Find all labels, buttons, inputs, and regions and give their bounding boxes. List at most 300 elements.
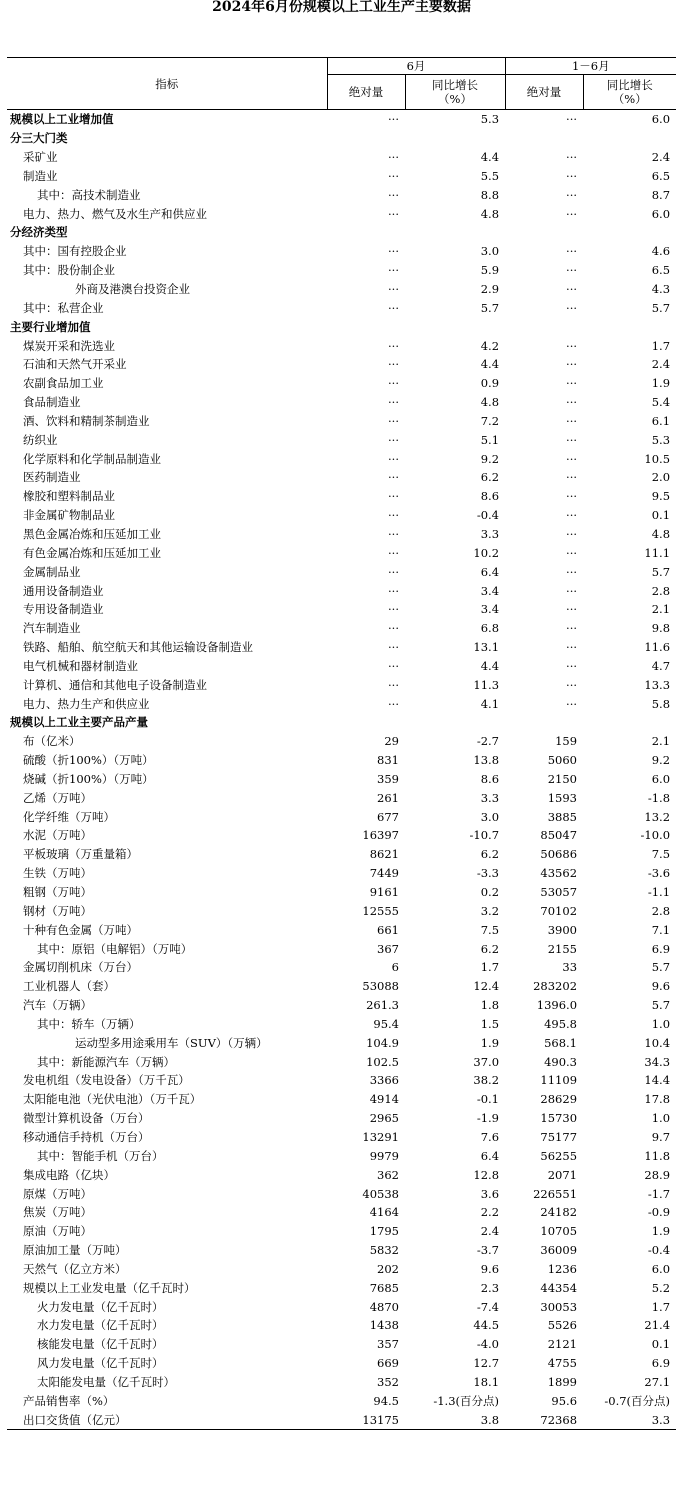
- month-growth-cell: [405, 223, 505, 242]
- month-growth-cell: 3.4: [480, 602, 500, 617]
- month-growth-cell: 3.6: [480, 1186, 500, 1201]
- table-row: [7, 845, 676, 864]
- row-label: 天然气（亿立方米）: [23, 1261, 127, 1276]
- month-absolute-cell: ···: [388, 413, 399, 428]
- month-growth-cell: 0.9: [480, 376, 500, 391]
- ytd-absolute-cell: ···: [566, 432, 578, 447]
- ytd-growth-cell: 9.2: [651, 753, 671, 768]
- table-row: [7, 675, 676, 694]
- ytd-absolute-cell: ···: [566, 583, 578, 598]
- month-growth-cell: 8.8: [480, 187, 500, 202]
- ytd-absolute-cell: ···: [566, 150, 578, 165]
- page-title: 2024年6月份规模以上工业生产主要数据: [212, 0, 471, 15]
- ytd-absolute-cell: 24182: [540, 1205, 578, 1220]
- month-growth-cell: -3.3: [476, 866, 500, 881]
- table-row: [7, 1297, 676, 1316]
- ytd-growth-cell: 1.9: [651, 376, 671, 391]
- month-growth-cell: 38.2: [473, 1073, 500, 1088]
- table-row: [7, 1128, 676, 1147]
- table-row: [7, 1335, 676, 1354]
- table-row: [7, 280, 676, 299]
- month-absolute-cell: ···: [388, 376, 399, 391]
- ytd-growth-cell: 9.6: [651, 979, 671, 994]
- month-absolute-cell: 94.5: [373, 1393, 399, 1408]
- table-row: [7, 1052, 676, 1071]
- ytd-absolute-cell: ···: [566, 168, 578, 183]
- table-row: [7, 788, 676, 807]
- ytd-absolute-cell: ···: [566, 263, 578, 278]
- table-row: [7, 694, 676, 713]
- ytd-absolute-cell: ···: [566, 395, 578, 410]
- ytd-growth-cell: 4.3: [651, 282, 671, 297]
- month-growth-cell: 4.2: [480, 338, 500, 353]
- table-row: [7, 600, 676, 619]
- ytd-absolute-cell: [505, 129, 583, 148]
- month-growth-cell: 8.6: [480, 771, 500, 786]
- month-absolute-cell: 9979: [369, 1148, 399, 1163]
- month-growth-cell: [405, 129, 505, 148]
- table-row: [7, 148, 676, 167]
- ytd-absolute-cell: 43562: [540, 866, 578, 881]
- month-absolute-cell: ···: [388, 545, 399, 560]
- ytd-absolute-cell: ···: [566, 338, 578, 353]
- ytd-absolute-cell: 44354: [540, 1280, 578, 1295]
- month-growth-cell: 3.0: [480, 809, 500, 824]
- month-growth-cell: 6.4: [480, 1148, 500, 1163]
- ytd-growth-cell: -1.8: [647, 790, 671, 805]
- month-growth-cell: 5.9: [480, 263, 500, 278]
- month-growth-cell: 5.5: [480, 168, 500, 183]
- table-row: [7, 732, 676, 751]
- month-absolute-cell: 4164: [369, 1205, 399, 1220]
- row-label: 电气机械和器材制造业: [23, 658, 138, 673]
- table-row: [7, 958, 676, 977]
- month-absolute-cell: 95.4: [373, 1016, 399, 1031]
- month-absolute-cell: 352: [377, 1374, 399, 1389]
- month-absolute-cell: 1795: [369, 1224, 399, 1239]
- table-row: [7, 355, 676, 374]
- table-row: [7, 1410, 676, 1429]
- table-row: [7, 506, 676, 525]
- row-label: 工业机器人（套）: [23, 979, 115, 994]
- ytd-growth-cell: [583, 317, 676, 336]
- ytd-absolute-cell: ···: [566, 640, 578, 655]
- ytd-growth-cell: -0.9: [647, 1205, 671, 1220]
- month-growth-cell: -1.3(百分点): [433, 1393, 500, 1408]
- ytd-absolute-cell: ···: [566, 489, 578, 504]
- row-label: 专用设备制造业: [23, 602, 104, 617]
- month-growth-cell: [405, 713, 505, 732]
- month-growth-cell: 0.2: [480, 885, 500, 900]
- month-growth-cell: 7.6: [480, 1129, 500, 1144]
- ytd-absolute-cell: 3885: [547, 809, 578, 824]
- row-label: 外商及港澳台投资企业: [75, 282, 190, 297]
- month-absolute-cell: 102.5: [366, 1054, 399, 1069]
- ytd-growth-cell: 2.1: [651, 734, 671, 749]
- ytd-growth-cell: 2.8: [651, 903, 671, 918]
- table-row: [7, 167, 676, 186]
- ytd-growth-cell: 2.0: [651, 470, 671, 485]
- ytd-absolute-cell: ···: [566, 112, 578, 127]
- row-label: 生铁（万吨）: [23, 866, 92, 881]
- ytd-growth-cell: 6.0: [651, 1261, 671, 1276]
- month-growth-cell: 37.0: [473, 1054, 500, 1069]
- ytd-absolute-cell: ···: [566, 602, 578, 617]
- month-growth-cell: 6.2: [480, 847, 500, 862]
- ytd-growth-cell: 6.0: [651, 206, 671, 221]
- month-absolute-cell: 261.3: [366, 998, 399, 1013]
- ytd-growth-cell: 9.7: [651, 1129, 671, 1144]
- month-absolute-cell: 6: [391, 960, 399, 975]
- row-label: 水泥（万吨）: [23, 828, 92, 843]
- row-label: 微型计算机设备（万台）: [23, 1111, 150, 1126]
- row-label: 煤炭开采和洗选业: [23, 338, 115, 353]
- data-table: [7, 57, 676, 1430]
- month-growth-cell: -4.0: [476, 1337, 500, 1352]
- row-label: 分三大门类: [10, 131, 68, 146]
- ytd-absolute-cell: 1236: [547, 1261, 578, 1276]
- ytd-growth-cell: 17.8: [644, 1092, 671, 1107]
- month-absolute-cell: ···: [388, 640, 399, 655]
- ytd-absolute-cell: ···: [566, 357, 578, 372]
- ytd-absolute-cell: ···: [566, 545, 578, 560]
- month-absolute-cell: ···: [388, 508, 399, 523]
- month-growth-cell: 1.5: [480, 1016, 500, 1031]
- row-label: 化学原料和化学制品制造业: [23, 451, 161, 466]
- ytd-growth-cell: 5.3: [651, 432, 671, 447]
- ytd-absolute-cell: 490.3: [544, 1054, 578, 1069]
- ytd-absolute-cell: 10705: [540, 1224, 578, 1239]
- month-growth-cell: 44.5: [473, 1318, 500, 1333]
- table-row: [7, 1278, 676, 1297]
- table-row: [7, 204, 676, 223]
- month-growth-cell: -2.7: [476, 734, 500, 749]
- month-growth-cell: 3.8: [405, 1410, 505, 1429]
- ytd-growth-cell: 2.8: [651, 583, 671, 598]
- indicator-header: 指标: [7, 58, 327, 110]
- row-label: 汽车制造业: [23, 621, 81, 636]
- table-row: [7, 656, 676, 675]
- ytd-growth-cell: 5.8: [651, 696, 671, 711]
- row-label: 粗钢（万吨）: [23, 885, 92, 900]
- table-row: [7, 1184, 676, 1203]
- month-growth-cell: 3.0: [480, 244, 500, 259]
- ytd-absolute-cell: ···: [566, 282, 578, 297]
- row-label: 焦炭（万吨）: [23, 1205, 92, 1220]
- table-row: [7, 901, 676, 920]
- ytd-growth-cell: -3.6: [647, 866, 671, 881]
- ytd-absolute-cell: 70102: [540, 903, 578, 918]
- ytd-growth-cell: 4.6: [651, 244, 671, 259]
- row-label: 发电机组（发电设备）（万千瓦）: [23, 1073, 190, 1088]
- table-row: [7, 807, 676, 826]
- ytd-absolute-cell: ···: [566, 564, 578, 579]
- month-growth-cell: 3.3: [480, 526, 500, 541]
- month-absolute-cell: 16397: [362, 828, 399, 843]
- row-label: 其中：智能手机（万台）: [37, 1148, 164, 1163]
- row-label: 平板玻璃（万重量箱）: [23, 847, 138, 862]
- ytd-growth-cell: 11.1: [644, 545, 671, 560]
- ytd-absolute-cell: 72368: [505, 1410, 583, 1429]
- ytd-absolute-cell: 56255: [540, 1148, 578, 1163]
- table-row: [7, 298, 676, 317]
- ytd-absolute-cell: 2071: [547, 1167, 578, 1182]
- table-row: [7, 129, 676, 148]
- ytd-absolute-cell: 568.1: [544, 1035, 578, 1050]
- ytd-absolute-cell: ···: [566, 526, 578, 541]
- ytd-absolute-cell: 2150: [547, 771, 578, 786]
- ytd-absolute-cell: ···: [566, 677, 578, 692]
- month-growth-cell: 2.9: [480, 282, 500, 297]
- month-absolute-cell: ···: [388, 357, 399, 372]
- month-growth-cell: 4.1: [480, 696, 500, 711]
- month-growth-cell: 2.2: [480, 1205, 500, 1220]
- month-growth-cell: 2.3: [480, 1280, 500, 1295]
- month-growth-cell: 5.7: [480, 300, 500, 315]
- month-absolute-cell: 831: [377, 753, 399, 768]
- month-growth-cell: 7.5: [480, 922, 500, 937]
- table-row: [7, 1203, 676, 1222]
- table-row: [7, 562, 676, 581]
- ytd-absolute-cell: 28629: [540, 1092, 578, 1107]
- month-growth-cell: 10.2: [473, 545, 500, 560]
- row-label: 电力、热力、燃气及水生产和供应业: [23, 206, 207, 221]
- ytd-growth-cell: 6.5: [651, 168, 671, 183]
- table-row: [7, 412, 676, 431]
- month-abs-header: 绝对量: [327, 75, 405, 110]
- table-row: [7, 110, 676, 129]
- table-row: [7, 185, 676, 204]
- month-absolute-cell: 40538: [362, 1186, 399, 1201]
- ytd-growth-cell: 11.8: [644, 1148, 671, 1163]
- row-label: 十种有色金属（万吨）: [23, 922, 138, 937]
- ytd-growth-cell: 5.4: [651, 395, 671, 410]
- table-row: [7, 713, 676, 732]
- month-absolute-cell: 7449: [369, 866, 399, 881]
- row-label: 通用设备制造业: [23, 583, 104, 598]
- row-label: 汽车（万辆）: [23, 998, 92, 1013]
- month-absolute-cell: 669: [377, 1356, 399, 1371]
- month-growth-cell: 12.7: [473, 1356, 500, 1371]
- ytd-growth-cell: 5.2: [651, 1280, 671, 1295]
- table-row: [7, 317, 676, 336]
- table-row: [7, 751, 676, 770]
- ytd-absolute-cell: ···: [566, 696, 578, 711]
- ytd-absolute-cell: [505, 713, 583, 732]
- ytd-absolute-cell: ···: [566, 187, 578, 202]
- month-absolute-cell: 661: [377, 922, 399, 937]
- month-absolute-cell: ···: [388, 526, 399, 541]
- row-label: 太阳能发电量（亿千瓦时）: [37, 1374, 175, 1389]
- ytd-absolute-cell: 75177: [540, 1129, 578, 1144]
- row-label: 烧碱（折100%）（万吨）: [23, 771, 154, 786]
- row-label: 分经济类型: [10, 225, 68, 240]
- month-absolute-cell: 7685: [369, 1280, 399, 1295]
- ytd-absolute-cell: 2155: [547, 941, 578, 956]
- ytd-absolute-cell: [505, 317, 583, 336]
- month-absolute-cell: ···: [388, 696, 399, 711]
- ytd-growth-cell: 28.9: [644, 1167, 671, 1182]
- ytd-growth-cell: 3.3: [583, 1410, 676, 1429]
- month-absolute-cell: 2965: [369, 1111, 399, 1126]
- row-label: 有色金属冶炼和压延加工业: [23, 545, 161, 560]
- ytd-growth-cell: 1.7: [651, 1299, 671, 1314]
- row-label: 集成电路（亿块）: [23, 1167, 115, 1182]
- month-absolute-cell: 359: [377, 771, 399, 786]
- month-growth-cell: 4.8: [480, 206, 500, 221]
- row-label: 原油加工量（万吨）: [23, 1243, 127, 1258]
- table-header: [7, 58, 676, 110]
- ytd-growth-cell: -0.4: [647, 1243, 671, 1258]
- table-row: [7, 864, 676, 883]
- row-label: 产品销售率（%）: [23, 1393, 115, 1408]
- month-growth-cell: 3.2: [480, 903, 500, 918]
- row-label: 核能发电量（亿千瓦时）: [37, 1337, 164, 1352]
- month-absolute-cell: 8621: [369, 847, 399, 862]
- table-row: [7, 449, 676, 468]
- table-row: [7, 581, 676, 600]
- month-absolute-cell: ···: [388, 602, 399, 617]
- table-row: [7, 920, 676, 939]
- ytd-growth-cell: 0.1: [651, 1337, 671, 1352]
- month-growth-cell: -0.1: [476, 1092, 500, 1107]
- ytd-growth-cell: 1.0: [651, 1111, 671, 1126]
- month-growth-cell: 5.3: [480, 112, 500, 127]
- table-row: [7, 1241, 676, 1260]
- ytd-growth-cell: 34.3: [644, 1054, 671, 1069]
- month-growth-cell: [405, 317, 505, 336]
- row-label: 纺织业: [23, 432, 58, 447]
- month-growth-cell: 6.4: [480, 564, 500, 579]
- month-absolute-cell: ···: [388, 206, 399, 221]
- row-label: 移动通信手持机（万台）: [23, 1129, 150, 1144]
- month-absolute-cell: 362: [377, 1167, 399, 1182]
- ytd-growth-header: 同比增长 （%）: [583, 75, 676, 110]
- ytd-growth-cell: 1.7: [651, 338, 671, 353]
- ytd-growth-cell: 2.1: [651, 602, 671, 617]
- ytd-absolute-cell: ···: [566, 413, 578, 428]
- ytd-growth-cell: 5.7: [651, 300, 671, 315]
- row-label: 其中：股份制企业: [23, 263, 115, 278]
- ytd-absolute-cell: ···: [566, 244, 578, 259]
- ytd-absolute-cell: 30053: [540, 1299, 578, 1314]
- table-row: [7, 1222, 676, 1241]
- month-growth-cell: 4.4: [480, 357, 500, 372]
- month-growth-cell: 12.4: [473, 979, 500, 994]
- table-row: [7, 468, 676, 487]
- ytd-growth-cell: -1.1: [647, 885, 671, 900]
- month-absolute-cell: ···: [388, 432, 399, 447]
- month-absolute-cell: [327, 129, 405, 148]
- row-label: 计算机、通信和其他电子设备制造业: [23, 677, 207, 692]
- ytd-growth-cell: 10.4: [644, 1035, 671, 1050]
- month-growth-cell: 6.2: [480, 941, 500, 956]
- ytd-absolute-cell: ···: [566, 451, 578, 466]
- ytd-absolute-cell: ···: [566, 658, 578, 673]
- month-absolute-cell: 3366: [369, 1073, 399, 1088]
- table-row: [7, 883, 676, 902]
- month-growth-cell: 1.7: [480, 960, 500, 975]
- table-row: [7, 1033, 676, 1052]
- ytd-absolute-cell: 15730: [540, 1111, 578, 1126]
- ytd-growth-cell: 6.9: [651, 941, 671, 956]
- month-growth-cell: 4.4: [480, 658, 500, 673]
- ytd-absolute-cell: 50686: [540, 847, 578, 862]
- ytd-absolute-cell: ···: [566, 376, 578, 391]
- month-growth-cell: 13.8: [473, 753, 500, 768]
- ytd-absolute-cell: 53057: [540, 885, 578, 900]
- month-absolute-cell: [327, 223, 405, 242]
- month-growth-cell: 2.4: [480, 1224, 500, 1239]
- ytd-absolute-cell: 5060: [547, 753, 578, 768]
- ytd-growth-cell: 13.2: [644, 809, 671, 824]
- row-label: 采矿业: [23, 150, 58, 165]
- month-growth-cell: 6.8: [480, 621, 500, 636]
- table-row: [7, 1316, 676, 1335]
- ytd-growth-cell: -10.0: [640, 828, 671, 843]
- row-label: 原油（万吨）: [23, 1224, 92, 1239]
- month-absolute-cell: 13291: [362, 1129, 399, 1144]
- month-growth-cell: 9.6: [480, 1261, 500, 1276]
- row-label: 非金属矿物制品业: [23, 508, 115, 523]
- table-row: [7, 770, 676, 789]
- ytd-growth-cell: 27.1: [644, 1374, 671, 1389]
- month-growth-cell: 4.4: [480, 150, 500, 165]
- table-row: [7, 1109, 676, 1128]
- month-absolute-cell: 5832: [369, 1243, 399, 1258]
- month-absolute-cell: ···: [388, 470, 399, 485]
- row-label: 铁路、船舶、航空航天和其他运输设备制造业: [23, 640, 253, 655]
- month-absolute-cell: [327, 317, 405, 336]
- row-label: 其中：高技术制造业: [37, 187, 141, 202]
- ytd-absolute-cell: 283202: [533, 979, 578, 994]
- ytd-abs-header: 绝对量: [505, 75, 583, 110]
- month-absolute-cell: ···: [388, 338, 399, 353]
- ytd-growth-cell: [583, 129, 676, 148]
- table-row: [7, 487, 676, 506]
- ytd-absolute-cell: ···: [566, 300, 578, 315]
- month-absolute-cell: 53088: [362, 979, 399, 994]
- month-absolute-cell: ···: [388, 564, 399, 579]
- ytd-absolute-cell: 2121: [547, 1337, 578, 1352]
- month-growth-cell: -1.9: [476, 1111, 500, 1126]
- row-label: 原煤（万吨）: [23, 1186, 92, 1201]
- ytd-growth-cell: 8.7: [651, 187, 671, 202]
- row-label: 其中：国有控股企业: [23, 244, 127, 259]
- row-label: 布（亿米）: [23, 734, 81, 749]
- ytd-absolute-cell: 495.8: [544, 1016, 578, 1031]
- row-label: 金属制品业: [23, 564, 81, 579]
- month-absolute-cell: ···: [388, 168, 399, 183]
- ytd-absolute-cell: 1396.0: [536, 998, 578, 1013]
- table-row: [7, 638, 676, 657]
- ytd-absolute-cell: 5526: [547, 1318, 578, 1333]
- ytd-growth-cell: 9.8: [651, 621, 671, 636]
- month-growth-cell: -0.4: [476, 508, 500, 523]
- row-label: 化学纤维（万吨）: [23, 809, 115, 824]
- ytd-header: 1－6月: [505, 58, 676, 75]
- ytd-growth-cell: 6.5: [651, 263, 671, 278]
- row-label: 食品制造业: [23, 395, 81, 410]
- month-absolute-cell: ···: [388, 282, 399, 297]
- row-label: 电力、热力生产和供应业: [23, 696, 150, 711]
- month-growth-cell: 3.3: [480, 790, 500, 805]
- month-absolute-cell: ···: [388, 395, 399, 410]
- row-label: 橡胶和塑料制品业: [23, 489, 115, 504]
- ytd-absolute-cell: 95.6: [551, 1393, 578, 1408]
- table-row: [7, 619, 676, 638]
- ytd-growth-cell: 5.7: [651, 998, 671, 1013]
